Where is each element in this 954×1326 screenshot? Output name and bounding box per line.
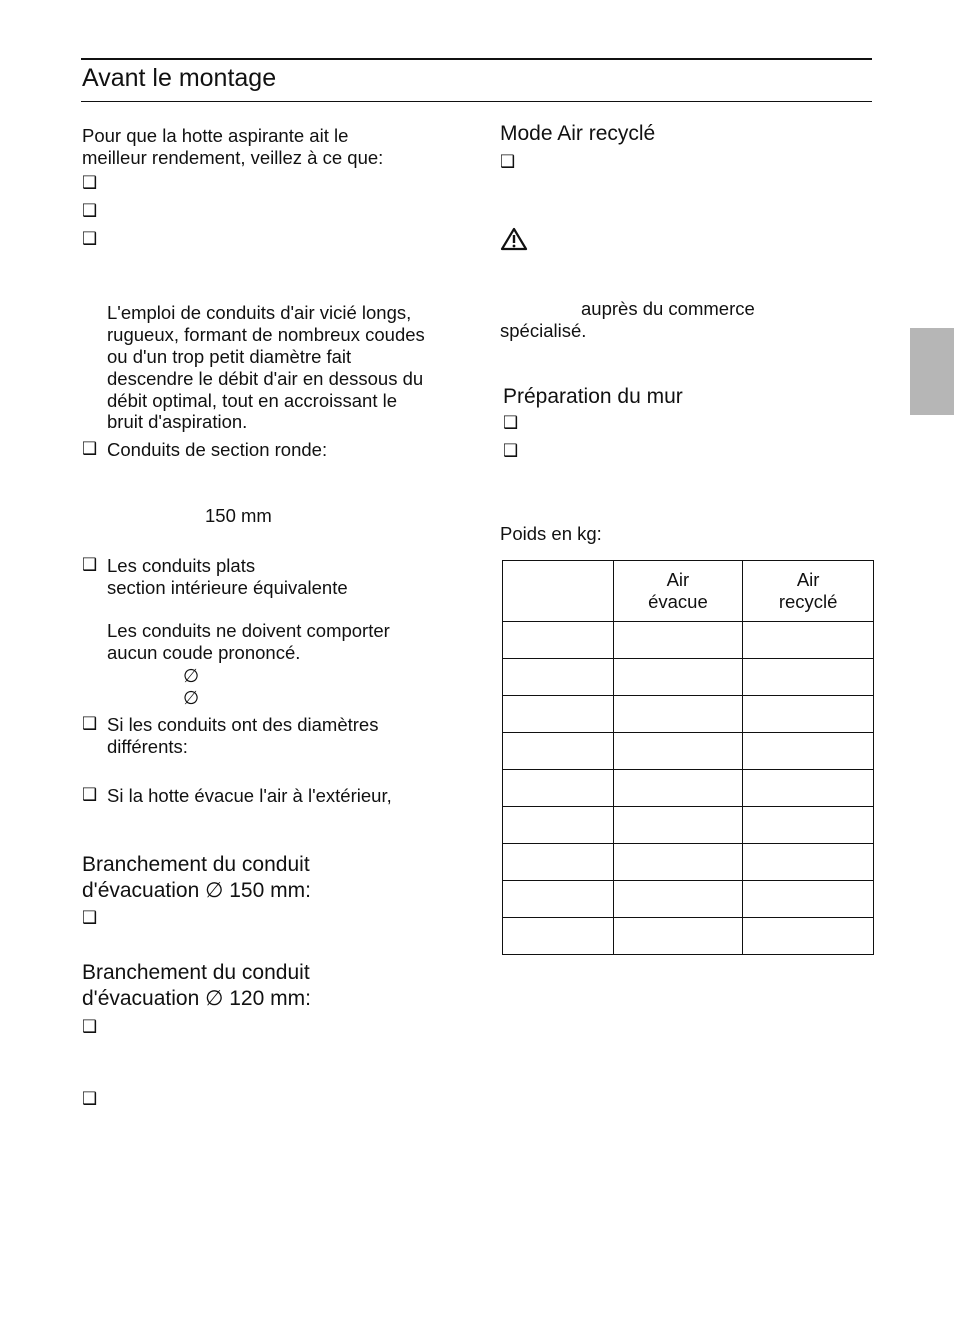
branch120-pre: d'évacuation bbox=[82, 987, 200, 1010]
table-row bbox=[503, 733, 874, 770]
table-cell bbox=[503, 733, 614, 770]
table-header-air-recycle: Air recyclé bbox=[743, 561, 874, 622]
branch120-heading-line-2 bbox=[82, 986, 311, 1012]
note-line-4: descendre le débit d'air en dessous du bbox=[107, 368, 424, 389]
table-cell bbox=[503, 696, 614, 733]
section-tab bbox=[910, 328, 954, 415]
checkbox-recirc[interactable]: ❑ bbox=[500, 152, 516, 171]
table-row bbox=[503, 918, 874, 955]
table-cell bbox=[503, 918, 614, 955]
diameter-symbol: ∅ bbox=[205, 879, 224, 902]
branch150-heading-line-2 bbox=[82, 878, 311, 904]
branch150-post: 150 mm: bbox=[229, 879, 311, 902]
checkbox-2[interactable]: ❑ bbox=[82, 201, 98, 220]
weight-label: Poids en kg: bbox=[500, 523, 602, 544]
branch150-heading-line-1: Branchement du conduit bbox=[82, 853, 310, 876]
specialise-text: spécialisé. bbox=[500, 320, 587, 341]
table-row bbox=[503, 696, 874, 733]
checkbox-flat-ducts[interactable]: ❑ bbox=[82, 555, 98, 574]
table-cell bbox=[503, 807, 614, 844]
note-line-5: débit optimal, tout en accroissant le bbox=[107, 390, 397, 411]
branch150-pre: d'évacuation bbox=[82, 879, 200, 902]
title-rule bbox=[81, 101, 872, 102]
checkbox-3[interactable]: ❑ bbox=[82, 229, 98, 248]
top-rule bbox=[81, 58, 872, 60]
recirc-heading: Mode Air recyclé bbox=[500, 122, 656, 145]
note-line-1: L'emploi de conduits d'air vicié longs, bbox=[107, 302, 412, 323]
checkbox-different-diameters[interactable]: ❑ bbox=[82, 714, 98, 733]
table-cell bbox=[743, 659, 874, 696]
intro-line-2: meilleur rendement, veillez à ce que: bbox=[82, 147, 384, 168]
checkbox-round-ducts[interactable]: ❑ bbox=[82, 439, 98, 458]
table-cell bbox=[503, 844, 614, 881]
diameter-symbol-1: ∅ bbox=[183, 665, 200, 686]
note-line-6: bruit d'aspiration. bbox=[107, 411, 248, 432]
table-row bbox=[503, 770, 874, 807]
warning-icon bbox=[500, 227, 528, 251]
different-diameters-line-2: différents: bbox=[107, 736, 188, 757]
note-line-2: rugueux, formant de nombreux coudes bbox=[107, 324, 425, 345]
table-cell bbox=[613, 733, 743, 770]
table-row bbox=[503, 659, 874, 696]
checkbox-branch150[interactable]: ❑ bbox=[82, 908, 98, 927]
diameter-value: 150 mm bbox=[205, 505, 272, 526]
table-cell bbox=[743, 622, 874, 659]
table-row bbox=[503, 622, 874, 659]
table-cell bbox=[743, 918, 874, 955]
table-cell bbox=[503, 881, 614, 918]
table-cell bbox=[503, 622, 614, 659]
table-cell bbox=[613, 881, 743, 918]
checkbox-exterior[interactable]: ❑ bbox=[82, 785, 98, 804]
commerce-text: auprès du commerce bbox=[581, 298, 755, 319]
table-cell bbox=[743, 844, 874, 881]
checkbox-wall-1[interactable]: ❑ bbox=[503, 413, 519, 432]
table-cell bbox=[743, 696, 874, 733]
table-cell bbox=[613, 659, 743, 696]
branch120-heading-line-1: Branchement du conduit bbox=[82, 961, 310, 984]
flat-ducts-line-2: section intérieure équivalente bbox=[107, 577, 348, 598]
different-diameters-line-1: Si les conduits ont des diamètres bbox=[107, 714, 379, 735]
branch120-post: 120 mm: bbox=[229, 987, 311, 1010]
checkbox-1[interactable]: ❑ bbox=[82, 173, 98, 192]
table-cell bbox=[613, 622, 743, 659]
note-line-3: ou d'un trop petit diamètre fait bbox=[107, 346, 352, 367]
checkbox-branch120-b[interactable]: ❑ bbox=[82, 1089, 98, 1108]
round-ducts-label: Conduits de section ronde: bbox=[107, 439, 328, 460]
table-cell bbox=[613, 918, 743, 955]
intro-line-1: Pour que la hotte aspirante ait le bbox=[82, 125, 349, 146]
weight-table bbox=[502, 560, 874, 955]
no-bend-line-2: aucun coude prononcé. bbox=[107, 642, 301, 663]
wall-heading: Préparation du mur bbox=[503, 385, 683, 408]
table-cell bbox=[503, 770, 614, 807]
table-row bbox=[503, 844, 874, 881]
table-cell bbox=[743, 770, 874, 807]
checkbox-branch120-a[interactable]: ❑ bbox=[82, 1017, 98, 1036]
no-bend-line-1: Les conduits ne doivent comporter bbox=[107, 620, 390, 641]
diameter-symbol-2: ∅ bbox=[183, 687, 200, 708]
table-cell bbox=[613, 696, 743, 733]
table-row bbox=[503, 881, 874, 918]
table-row bbox=[503, 807, 874, 844]
checkbox-wall-2[interactable]: ❑ bbox=[503, 441, 519, 460]
table-cell bbox=[743, 807, 874, 844]
table-header-empty bbox=[503, 561, 614, 622]
table-header-row bbox=[503, 561, 874, 622]
diameter-symbol: ∅ bbox=[205, 987, 224, 1010]
exterior-label: Si la hotte évacue l'air à l'extérieur, bbox=[107, 785, 392, 806]
table-cell bbox=[503, 659, 614, 696]
table-header-air-evacue: Air évacue bbox=[613, 561, 743, 622]
table-cell bbox=[743, 733, 874, 770]
table-cell bbox=[613, 807, 743, 844]
table-cell bbox=[613, 770, 743, 807]
flat-ducts-line-1: Les conduits plats bbox=[107, 555, 256, 576]
table-cell bbox=[743, 881, 874, 918]
table-cell bbox=[613, 844, 743, 881]
page-title: Avant le montage bbox=[82, 64, 277, 92]
